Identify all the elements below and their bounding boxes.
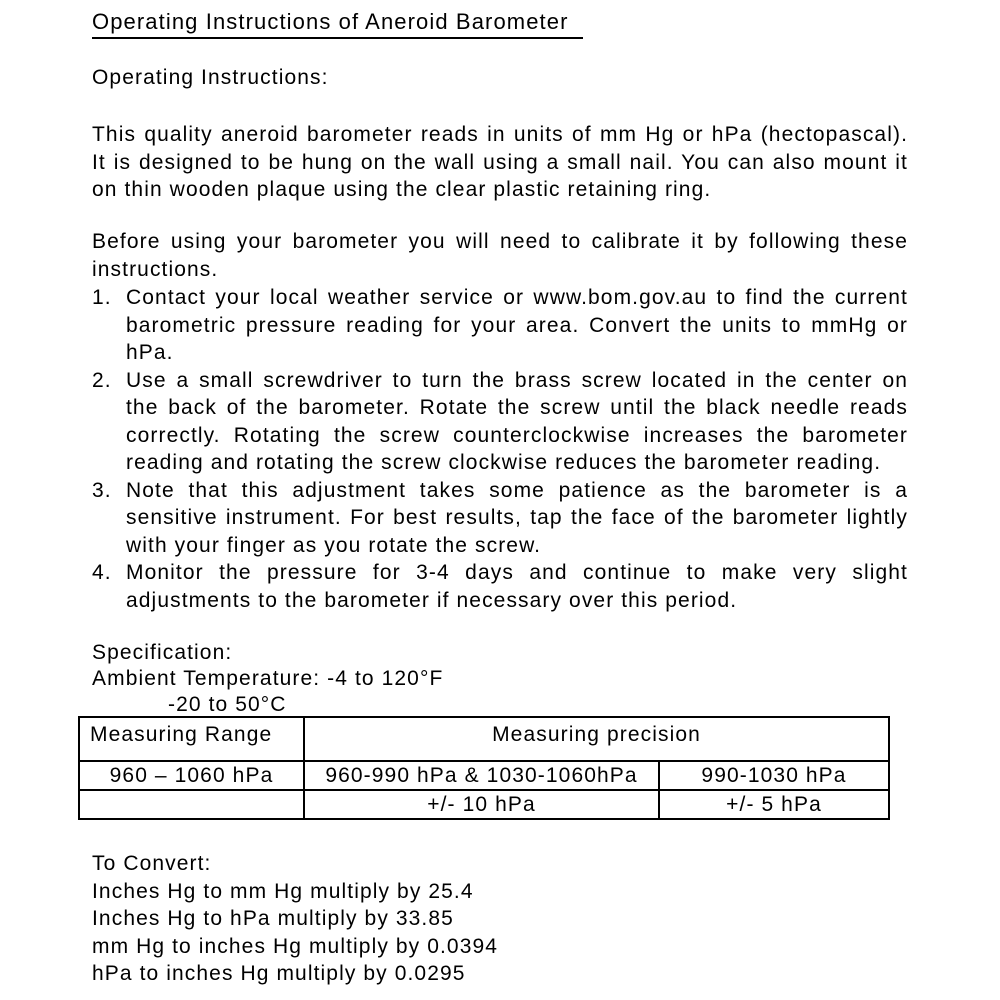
intro-paragraph: [92, 121, 908, 204]
cell-precision-inner-range: 990-1030 hPa: [659, 761, 889, 790]
ambient-temperature-fahrenheit: Ambient Temperature: -4 to 120°F: [92, 667, 444, 690]
ambient-temperature-celsius: -20 to 50°C: [168, 693, 287, 716]
step-number: 3.: [92, 478, 112, 502]
text-line: reading and rotating the screw clockwise reduces the barometer reading.: [126, 451, 882, 474]
conversion-line: Inches Hg to hPa multiply by 33.85: [92, 907, 454, 930]
text-line: the back of the barometer. Rotate the screw until the black needle reads: [126, 396, 908, 419]
text-line: with your finger as you rotate the screw.: [126, 533, 542, 557]
text-line: sensitive instrument. For best results, tap the face of the barometer lightly: [126, 506, 908, 529]
table-row: [79, 761, 889, 790]
text-line: correctly. Rotating the screw counterclockwise increases the barometer: [126, 423, 908, 447]
step-number: 1.: [92, 286, 112, 309]
text-line: This quality aneroid barometer reads in units of mm Hg or hPa (hectopascal).: [92, 123, 908, 146]
header-cell-measuring-range: Measuring Range: [79, 717, 304, 761]
step-text: [126, 559, 908, 614]
step-item-1: [92, 284, 908, 367]
cell-empty: [79, 790, 304, 819]
text-line: Note that this adjustment takes some patience as the barometer is a: [126, 478, 908, 502]
text-line: Monitor the pressure for 3-4 days and continue to make very slight: [126, 561, 908, 584]
calibration-paragraph: [92, 228, 908, 283]
step-text: [126, 477, 908, 560]
specification-heading: Specification:: [92, 641, 233, 664]
conversion-line: hPa to inches Hg multiply by 0.0295: [92, 962, 466, 985]
text-line: instructions.: [92, 257, 219, 281]
text-line: Contact your local weather service or www.bom.gov.au to find the current: [126, 286, 908, 309]
header-cell-measuring-precision: Measuring precision: [304, 717, 889, 761]
step-number: 4.: [92, 561, 112, 584]
step-item-4: [92, 559, 908, 614]
step-item-2: [92, 367, 908, 477]
document-title-text: Operating Instructions of Aneroid Barometer: [92, 8, 583, 39]
step-text: [126, 284, 908, 367]
section-heading-operating-instructions: Operating Instructions:: [92, 66, 329, 89]
cell-precision-outer-value: +/- 10 hPa: [304, 790, 659, 819]
text-line: adjustments to the barometer if necessary over this period.: [126, 588, 738, 612]
step-text: [126, 367, 908, 477]
text-line: Use a small screwdriver to turn the brass screw located in the center on: [126, 368, 908, 392]
text-line: hPa.: [126, 341, 174, 364]
table-row: [79, 790, 889, 819]
cell-range-value: 960 – 1060 hPa: [79, 761, 304, 790]
text-line: on thin wooden plaque using the clear plastic retaining ring.: [92, 178, 712, 201]
text-line: It is designed to be hung on the wall using a small nail. You can also mount it: [92, 150, 908, 174]
conversion-line: mm Hg to inches Hg multiply by 0.0394: [92, 934, 499, 958]
step-item-3: [92, 477, 908, 560]
specification-section: [92, 640, 908, 718]
step-number: 2.: [92, 368, 112, 392]
measuring-specification-table: [78, 716, 890, 820]
conversion-heading: To Convert:: [92, 852, 212, 875]
text-line: barometric pressure reading for your area. Convert the units to mmHg or: [126, 313, 908, 337]
text-line: Before using your barometer you will need to calibrate it by following these: [92, 230, 908, 253]
table-header-row: [79, 717, 889, 761]
cell-precision-inner-value: +/- 5 hPa: [659, 790, 889, 819]
cell-precision-outer-range: 960-990 hPa & 1030-1060hPa: [304, 761, 659, 790]
numbered-steps-list: [92, 284, 908, 614]
conversion-line: Inches Hg to mm Hg multiply by 25.4: [92, 879, 474, 903]
document-title: [92, 8, 908, 39]
conversion-section: [92, 850, 908, 988]
